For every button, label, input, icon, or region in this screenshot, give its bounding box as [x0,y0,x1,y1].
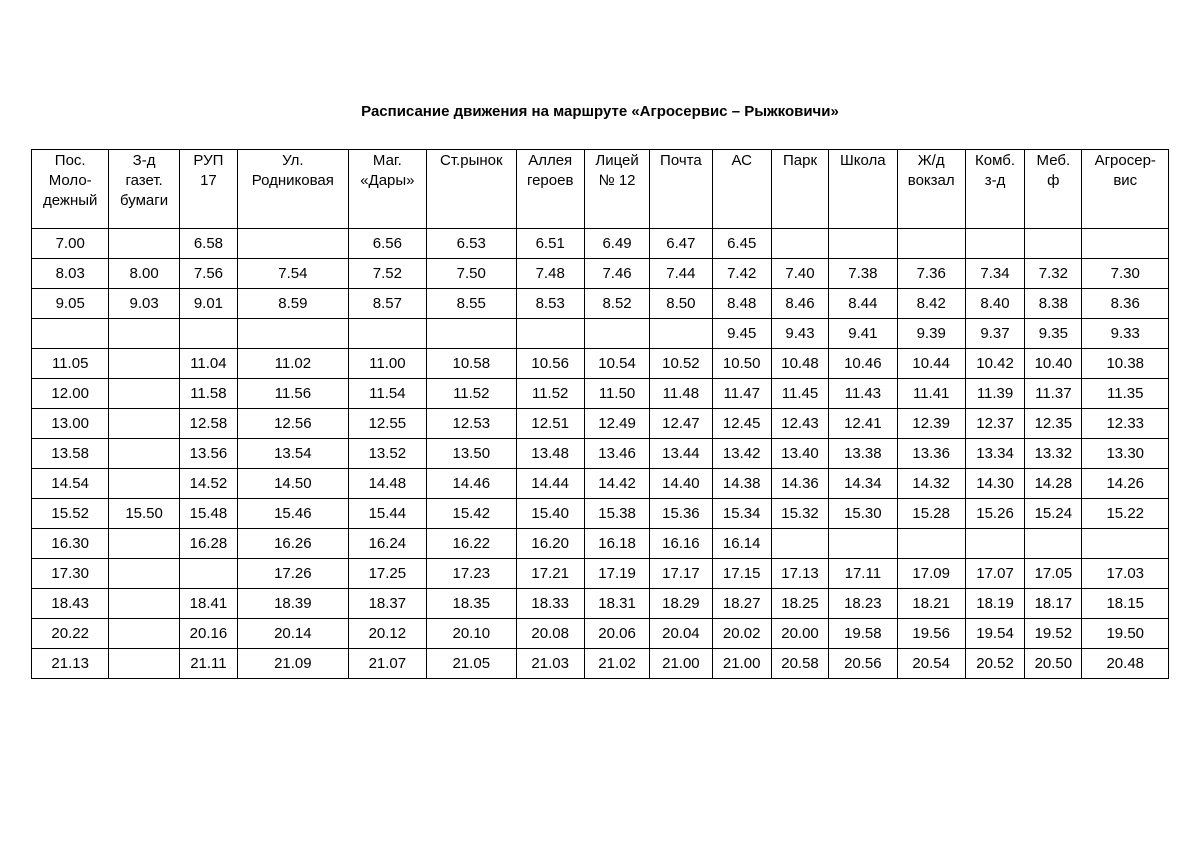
time-cell: 7.30 [1082,259,1169,289]
time-cell: 20.52 [965,649,1024,679]
time-cell: 10.44 [897,349,965,379]
time-cell [516,319,584,349]
time-cell: 7.34 [965,259,1024,289]
time-cell: 11.00 [348,349,426,379]
column-header-rodnikovaya-street: Ул. Родниковая [238,150,349,229]
column-header-lyceum-12: Лицей № 12 [584,150,649,229]
time-cell: 9.37 [965,319,1024,349]
time-cell: 7.56 [179,259,237,289]
time-cell: 7.46 [584,259,649,289]
time-cell: 18.19 [965,589,1024,619]
time-cell: 7.36 [897,259,965,289]
time-cell [965,229,1024,259]
table-row [32,589,1169,619]
table-row [32,619,1169,649]
time-cell [1082,529,1169,559]
time-cell: 20.58 [771,649,828,679]
time-cell: 15.42 [427,499,516,529]
time-cell: 20.54 [897,649,965,679]
time-cell: 15.50 [109,499,179,529]
time-cell: 16.18 [584,529,649,559]
time-cell [1025,529,1082,559]
time-cell: 20.02 [712,619,771,649]
time-cell: 9.39 [897,319,965,349]
time-cell: 12.41 [829,409,897,439]
time-cell: 12.39 [897,409,965,439]
time-cell: 7.44 [650,259,712,289]
time-cell: 18.33 [516,589,584,619]
time-cell: 13.44 [650,439,712,469]
time-cell: 16.14 [712,529,771,559]
time-cell: 17.23 [427,559,516,589]
time-cell: 12.43 [771,409,828,439]
table-row [32,319,1169,349]
time-cell: 20.22 [32,619,109,649]
schedule-header [32,150,1169,229]
time-cell [584,319,649,349]
time-cell: 16.20 [516,529,584,559]
time-cell: 12.47 [650,409,712,439]
time-cell: 9.35 [1025,319,1082,349]
time-cell: 8.36 [1082,289,1169,319]
time-cell: 12.37 [965,409,1024,439]
column-header-combine-plant: Комб. з-д [965,150,1024,229]
time-cell: 13.42 [712,439,771,469]
time-cell: 18.31 [584,589,649,619]
column-header-post-office: Почта [650,150,712,229]
time-cell: 21.11 [179,649,237,679]
time-cell: 14.28 [1025,469,1082,499]
time-cell: 12.35 [1025,409,1082,439]
time-cell: 20.04 [650,619,712,649]
time-cell: 10.56 [516,349,584,379]
table-row [32,499,1169,529]
time-cell: 15.40 [516,499,584,529]
time-cell: 7.40 [771,259,828,289]
time-cell: 14.26 [1082,469,1169,499]
time-cell [179,559,237,589]
time-cell: 12.33 [1082,409,1169,439]
time-cell: 11.50 [584,379,649,409]
time-cell: 16.22 [427,529,516,559]
time-cell: 14.34 [829,469,897,499]
table-row [32,529,1169,559]
time-cell: 19.52 [1025,619,1082,649]
table-row [32,289,1169,319]
time-cell: 21.05 [427,649,516,679]
time-cell: 16.28 [179,529,237,559]
time-cell: 20.08 [516,619,584,649]
time-cell: 11.52 [516,379,584,409]
time-cell: 15.44 [348,499,426,529]
time-cell: 20.00 [771,619,828,649]
time-cell: 8.57 [348,289,426,319]
time-cell: 10.50 [712,349,771,379]
time-cell: 8.52 [584,289,649,319]
time-cell: 9.05 [32,289,109,319]
time-cell [1082,229,1169,259]
time-cell: 14.40 [650,469,712,499]
table-row [32,559,1169,589]
schedule-body [32,229,1169,679]
column-header-heroes-alley: Аллея героев [516,150,584,229]
document-title: Расписание движения на маршруте «Агросервис – Рыжковичи» [361,103,839,120]
time-cell: 14.30 [965,469,1024,499]
time-cell: 21.07 [348,649,426,679]
time-cell: 7.42 [712,259,771,289]
time-cell: 8.50 [650,289,712,319]
time-cell: 14.54 [32,469,109,499]
time-cell: 13.00 [32,409,109,439]
time-cell: 11.43 [829,379,897,409]
schedule-table [31,149,1169,679]
time-cell: 6.47 [650,229,712,259]
time-cell: 21.00 [712,649,771,679]
column-header-bus-station: АС [712,150,771,229]
time-cell: 7.32 [1025,259,1082,289]
time-cell: 15.52 [32,499,109,529]
time-cell: 14.44 [516,469,584,499]
time-cell: 15.32 [771,499,828,529]
time-cell [650,319,712,349]
time-cell: 17.25 [348,559,426,589]
time-cell: 13.36 [897,439,965,469]
table-row [32,349,1169,379]
time-cell [109,349,179,379]
time-cell: 19.56 [897,619,965,649]
time-cell: 15.26 [965,499,1024,529]
time-cell: 14.52 [179,469,237,499]
time-cell [109,529,179,559]
time-cell: 18.35 [427,589,516,619]
time-cell: 15.48 [179,499,237,529]
time-cell: 11.47 [712,379,771,409]
time-cell: 7.38 [829,259,897,289]
time-cell: 7.50 [427,259,516,289]
time-cell: 13.40 [771,439,828,469]
time-cell [771,229,828,259]
time-cell: 18.39 [238,589,349,619]
time-cell: 15.24 [1025,499,1082,529]
time-cell: 6.58 [179,229,237,259]
time-cell: 18.15 [1082,589,1169,619]
time-cell: 11.41 [897,379,965,409]
time-cell: 13.46 [584,439,649,469]
time-cell: 9.03 [109,289,179,319]
time-cell: 18.23 [829,589,897,619]
time-cell: 13.52 [348,439,426,469]
time-cell: 16.16 [650,529,712,559]
time-cell: 8.00 [109,259,179,289]
time-cell: 11.48 [650,379,712,409]
time-cell: 12.45 [712,409,771,439]
time-cell: 11.56 [238,379,349,409]
time-cell: 19.58 [829,619,897,649]
table-row [32,469,1169,499]
time-cell: 17.11 [829,559,897,589]
header-row [32,150,1169,229]
time-cell: 11.54 [348,379,426,409]
time-cell: 10.54 [584,349,649,379]
time-cell: 12.55 [348,409,426,439]
time-cell: 11.02 [238,349,349,379]
time-cell: 8.48 [712,289,771,319]
table-row [32,229,1169,259]
time-cell: 12.58 [179,409,237,439]
time-cell: 13.56 [179,439,237,469]
time-cell [238,229,349,259]
time-cell: 13.32 [1025,439,1082,469]
table-row [32,439,1169,469]
time-cell [897,529,965,559]
time-cell: 13.48 [516,439,584,469]
time-cell [1025,229,1082,259]
time-cell: 10.38 [1082,349,1169,379]
column-header-park: Парк [771,150,828,229]
time-cell: 16.30 [32,529,109,559]
time-cell: 17.03 [1082,559,1169,589]
time-cell [32,319,109,349]
time-cell: 9.33 [1082,319,1169,349]
time-cell: 10.42 [965,349,1024,379]
time-cell: 9.41 [829,319,897,349]
time-cell: 21.03 [516,649,584,679]
time-cell [829,229,897,259]
time-cell: 13.54 [238,439,349,469]
time-cell: 10.48 [771,349,828,379]
time-cell: 15.34 [712,499,771,529]
time-cell: 8.59 [238,289,349,319]
time-cell: 15.30 [829,499,897,529]
time-cell [109,469,179,499]
time-cell: 20.12 [348,619,426,649]
column-header-railway-station: Ж/д вокзал [897,150,965,229]
time-cell: 13.50 [427,439,516,469]
time-cell: 11.37 [1025,379,1082,409]
time-cell: 6.45 [712,229,771,259]
time-cell: 18.29 [650,589,712,619]
time-cell: 14.50 [238,469,349,499]
time-cell: 18.21 [897,589,965,619]
time-cell: 15.28 [897,499,965,529]
column-header-dary-shop: Маг. «Дары» [348,150,426,229]
time-cell: 18.37 [348,589,426,619]
time-cell: 11.52 [427,379,516,409]
time-cell: 8.42 [897,289,965,319]
time-cell: 14.38 [712,469,771,499]
time-cell: 19.54 [965,619,1024,649]
table-row [32,649,1169,679]
time-cell: 7.54 [238,259,349,289]
time-cell: 16.24 [348,529,426,559]
time-cell [238,319,349,349]
time-cell [829,529,897,559]
time-cell [109,649,179,679]
time-cell [897,229,965,259]
time-cell: 14.42 [584,469,649,499]
time-cell: 12.53 [427,409,516,439]
column-header-old-market: Ст.рынок [427,150,516,229]
time-cell: 11.35 [1082,379,1169,409]
time-cell: 12.51 [516,409,584,439]
time-cell: 18.43 [32,589,109,619]
time-cell: 8.53 [516,289,584,319]
time-cell: 11.05 [32,349,109,379]
time-cell [179,319,237,349]
time-cell: 6.53 [427,229,516,259]
time-cell: 18.25 [771,589,828,619]
time-cell: 15.38 [584,499,649,529]
time-cell: 14.48 [348,469,426,499]
time-cell [348,319,426,349]
time-cell: 17.30 [32,559,109,589]
time-cell: 6.49 [584,229,649,259]
time-cell: 14.36 [771,469,828,499]
column-header-school: Школа [829,150,897,229]
time-cell: 8.44 [829,289,897,319]
time-cell: 6.56 [348,229,426,259]
time-cell: 20.56 [829,649,897,679]
time-cell: 17.13 [771,559,828,589]
column-header-furniture-factory: Меб. ф [1025,150,1082,229]
time-cell: 21.00 [650,649,712,679]
time-cell [109,229,179,259]
time-cell: 6.51 [516,229,584,259]
column-header-pos-molodezhny: Пос. Моло- дежный [32,150,109,229]
time-cell: 10.58 [427,349,516,379]
time-cell: 17.26 [238,559,349,589]
time-cell: 21.09 [238,649,349,679]
table-row [32,259,1169,289]
time-cell: 11.04 [179,349,237,379]
column-header-paper-factory: З-д газет. бумаги [109,150,179,229]
time-cell: 20.14 [238,619,349,649]
time-cell: 20.16 [179,619,237,649]
time-cell: 12.49 [584,409,649,439]
time-cell: 18.27 [712,589,771,619]
time-cell: 9.45 [712,319,771,349]
time-cell: 14.32 [897,469,965,499]
time-cell: 7.48 [516,259,584,289]
time-cell: 17.09 [897,559,965,589]
time-cell: 8.46 [771,289,828,319]
time-cell: 21.13 [32,649,109,679]
time-cell [109,589,179,619]
time-cell [109,319,179,349]
time-cell: 17.19 [584,559,649,589]
time-cell: 17.05 [1025,559,1082,589]
time-cell: 20.50 [1025,649,1082,679]
table-row [32,409,1169,439]
time-cell: 9.43 [771,319,828,349]
time-cell: 8.40 [965,289,1024,319]
time-cell: 7.00 [32,229,109,259]
time-cell: 10.40 [1025,349,1082,379]
time-cell: 11.58 [179,379,237,409]
time-cell: 17.17 [650,559,712,589]
time-cell: 17.21 [516,559,584,589]
time-cell: 21.02 [584,649,649,679]
time-cell: 13.58 [32,439,109,469]
time-cell [109,409,179,439]
time-cell: 18.17 [1025,589,1082,619]
time-cell: 8.38 [1025,289,1082,319]
time-cell: 17.15 [712,559,771,589]
column-header-agroservis: Агросер- вис [1082,150,1169,229]
time-cell: 15.46 [238,499,349,529]
time-cell [109,439,179,469]
time-cell: 9.01 [179,289,237,319]
time-cell: 20.06 [584,619,649,649]
time-cell: 11.39 [965,379,1024,409]
time-cell: 11.45 [771,379,828,409]
time-cell [965,529,1024,559]
time-cell [109,619,179,649]
time-cell: 13.38 [829,439,897,469]
time-cell: 19.50 [1082,619,1169,649]
column-header-rup-17: РУП 17 [179,150,237,229]
time-cell: 17.07 [965,559,1024,589]
time-cell: 20.48 [1082,649,1169,679]
time-cell: 18.41 [179,589,237,619]
time-cell: 20.10 [427,619,516,649]
time-cell: 13.34 [965,439,1024,469]
time-cell [771,529,828,559]
time-cell: 10.52 [650,349,712,379]
time-cell [109,559,179,589]
time-cell: 14.46 [427,469,516,499]
time-cell: 7.52 [348,259,426,289]
time-cell: 12.00 [32,379,109,409]
time-cell: 8.03 [32,259,109,289]
time-cell [427,319,516,349]
time-cell [109,379,179,409]
time-cell: 15.22 [1082,499,1169,529]
time-cell: 13.30 [1082,439,1169,469]
time-cell: 16.26 [238,529,349,559]
time-cell: 10.46 [829,349,897,379]
time-cell: 15.36 [650,499,712,529]
time-cell: 8.55 [427,289,516,319]
table-row [32,379,1169,409]
time-cell: 12.56 [238,409,349,439]
